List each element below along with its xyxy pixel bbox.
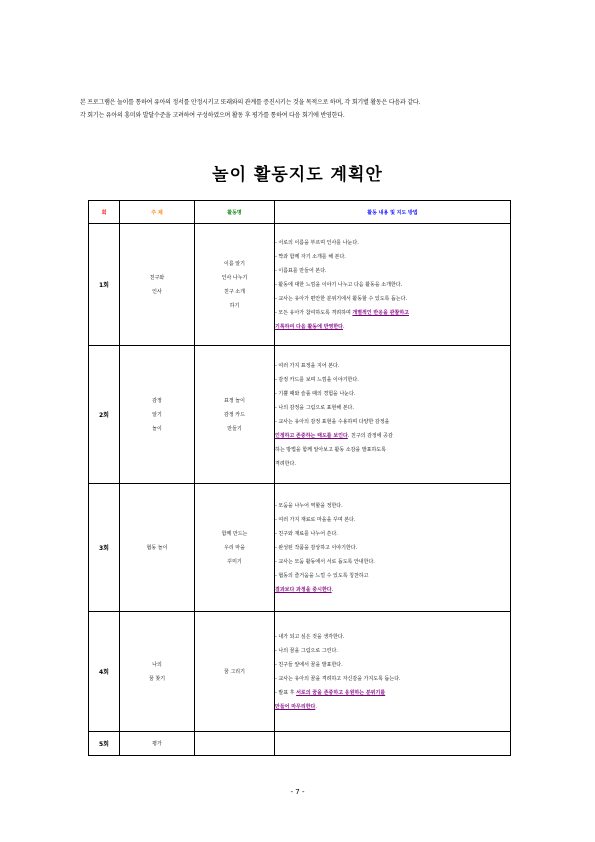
content-line (275, 373, 510, 387)
content-line (275, 527, 510, 541)
activity-line: 우리 마을 (224, 544, 245, 551)
session-cell: 5회 (89, 732, 120, 756)
content-text: - 모둠을 나누어 역할을 정한다. (275, 502, 343, 509)
content-line (275, 457, 510, 471)
activity-line: 친구 소개 (224, 288, 245, 295)
topic-line: 감정 (152, 397, 162, 404)
content-text: - 교사는 유아가 편안한 분위기에서 활동할 수 있도록 돕는다. (275, 295, 408, 302)
table-body (89, 224, 511, 756)
content-cell (275, 732, 511, 756)
topic-cell (120, 346, 195, 484)
content-line (275, 320, 510, 334)
content-line (275, 630, 510, 644)
topic-cell (120, 612, 195, 732)
activity-line: 이름 알기 (224, 260, 245, 267)
content-line (275, 415, 510, 429)
session-cell: 2회 (89, 346, 120, 484)
content-text: - 활동에 대한 느낌을 이야기 나누고 다음 활동을 소개한다. (275, 281, 403, 288)
intro-paragraph (80, 96, 520, 122)
content-text: - 친구들 앞에서 꿈을 발표한다. (275, 661, 343, 668)
activity-line: 꾸미기 (227, 558, 242, 565)
table-row (89, 346, 511, 484)
activity-line: 함께 만드는 (221, 530, 248, 537)
content-text: - 나의 감정을 그림으로 표현해 본다. (275, 404, 354, 411)
page-number: - 7 - (290, 788, 305, 796)
content-text: - 완성된 작품을 감상하고 이야기한다. (275, 544, 358, 551)
highlighted-text: 결과보다 과정을 중시한다 (275, 586, 332, 593)
content-text: - 모든 유아가 참여하도록 격려하며 (275, 309, 353, 316)
content-line (275, 429, 510, 443)
content-text: - 나의 꿈을 그림으로 그린다. (275, 647, 338, 654)
content-text: - 교사는 모둠 활동에서 서로 돕도록 안내한다. (275, 558, 375, 565)
content-line (275, 658, 510, 672)
highlighted-text: 서로의 꿈을 존중하고 응원하는 분위기를 (296, 689, 386, 696)
header-activity: 활동명 (195, 201, 275, 224)
content-text: - 친구와 재료를 나누어 쓴다. (275, 530, 338, 537)
topic-line: 알기 (152, 411, 162, 418)
topic-line: 친구와 (149, 274, 165, 281)
content-text: 다양한 감정을 (358, 418, 390, 425)
topic-line: 놀이 (152, 425, 162, 432)
content-line (275, 569, 510, 583)
content-line (275, 250, 510, 264)
activity-cell (195, 224, 275, 346)
activity-line: 하기 (229, 302, 240, 309)
content-text: . (331, 586, 334, 593)
highlighted-text: 개별적인 반응을 관찰하고 (352, 309, 409, 316)
content-line (275, 499, 510, 513)
table-row (89, 732, 511, 756)
activity-cell (195, 346, 275, 484)
topic-line: 꿈 찾기 (148, 675, 166, 682)
topic-line: 나의 (152, 661, 162, 668)
content-line (275, 443, 510, 457)
header-content: 활동 내용 및 지도 방법 (275, 201, 511, 224)
table-row (89, 224, 511, 346)
highlighted-text: 기록하여 다음 활동에 반영한다 (275, 323, 344, 330)
content-line (275, 700, 510, 714)
session-cell: 4회 (89, 612, 120, 732)
topic-cell (120, 484, 195, 612)
highlighted-text: 만들어 마무리한다 (275, 703, 316, 710)
content-text: - 기쁠 때와 슬플 때의 경험을 나눈다. (275, 390, 356, 397)
content-text: - 감정 카드를 보며 느낌을 이야기한다. (275, 376, 359, 383)
content-text: . (343, 323, 345, 330)
activity-line: 감정 카드 (224, 411, 245, 418)
activity-line: 꿈 그리기 (224, 668, 245, 675)
activity-line: 만들기 (227, 425, 242, 432)
activity-cell (195, 484, 275, 612)
content-text: - 짝과 함께 자기 소개를 해 본다. (275, 253, 346, 260)
content-text: - 이름표를 만들어 본다. (275, 267, 327, 274)
content-text: - 내가 되고 싶은 것을 생각한다. (275, 633, 345, 640)
activity-cell (195, 732, 275, 756)
content-line (275, 264, 510, 278)
topic-cell (120, 224, 195, 346)
content-line (275, 513, 510, 527)
content-line (275, 555, 510, 569)
header-topic: 주 제 (120, 201, 195, 224)
content-text: - 협동의 즐거움을 느낄 수 있도록 칭찬하고 (275, 572, 369, 579)
topic-line: 인사 (152, 288, 162, 295)
content-text: - 서로의 이름을 부르며 인사를 나눈다. (275, 239, 359, 246)
session-cell: 3회 (89, 484, 120, 612)
content-text: - 발표 후 (275, 689, 297, 696)
content-text: - 여러 가지 표정을 지어 본다. (275, 362, 340, 369)
session-cell: 1회 (89, 224, 120, 346)
content-cell (275, 612, 511, 732)
table-row (89, 484, 511, 612)
content-line (275, 306, 510, 320)
content-text: 하는 방법을 함께 알아보고 활동 소감을 발표하도록 (275, 446, 386, 453)
content-cell (275, 346, 511, 484)
topic-cell (120, 732, 195, 756)
content-text: . 친구의 감정에 공감 (347, 432, 393, 439)
content-line (275, 278, 510, 292)
content-text: - 교사는 유아의 꿈을 격려하고 자신감을 가지도록 돕는다. (275, 675, 401, 682)
table-header-row (89, 201, 511, 224)
content-text: - 교사는 유아의 감정 표현을 수용하며 (275, 418, 359, 425)
content-line (275, 644, 510, 658)
content-text: 격려한다. (275, 460, 296, 467)
table-row (89, 612, 511, 732)
content-text: - 여러 가지 재료로 마을을 꾸며 본다. (275, 516, 356, 523)
topic-line: 협동 놀이 (146, 544, 168, 551)
topic-line: 평가 (152, 740, 162, 747)
content-line (275, 387, 510, 401)
intro-line-1: 본 프로그램은 놀이를 통하여 유아의 정서를 안정시키고 또래와의 관계를 증진시키는 것을 목적으로 하며, 각 회기별 활동은 다음과 같다. (80, 99, 421, 106)
highlighted-text: 인정하고 존중하는 태도를 보인다 (275, 432, 348, 439)
content-cell (275, 224, 511, 346)
content-cell (275, 484, 511, 612)
content-line (275, 236, 510, 250)
intro-line-2: 각 회기는 유아의 흥미와 발달수준을 고려하여 구성하였으며 활동 후 평가를 통하여 다음 회기에 반영한다. (80, 112, 345, 119)
content-text: . (315, 703, 317, 710)
content-line (275, 292, 510, 306)
header-session: 회 (89, 201, 120, 224)
content-line (275, 672, 510, 686)
activity-line: 표정 놀이 (224, 397, 245, 404)
content-line (275, 401, 510, 415)
content-line (275, 686, 510, 700)
page-title: 놀이 활동지도 계획안 (212, 165, 383, 185)
content-line (275, 583, 510, 597)
activity-line: 인사 나누기 (221, 274, 248, 281)
activity-cell (195, 612, 275, 732)
content-line (275, 541, 510, 555)
activity-plan-table (88, 200, 511, 756)
content-line (275, 359, 510, 373)
